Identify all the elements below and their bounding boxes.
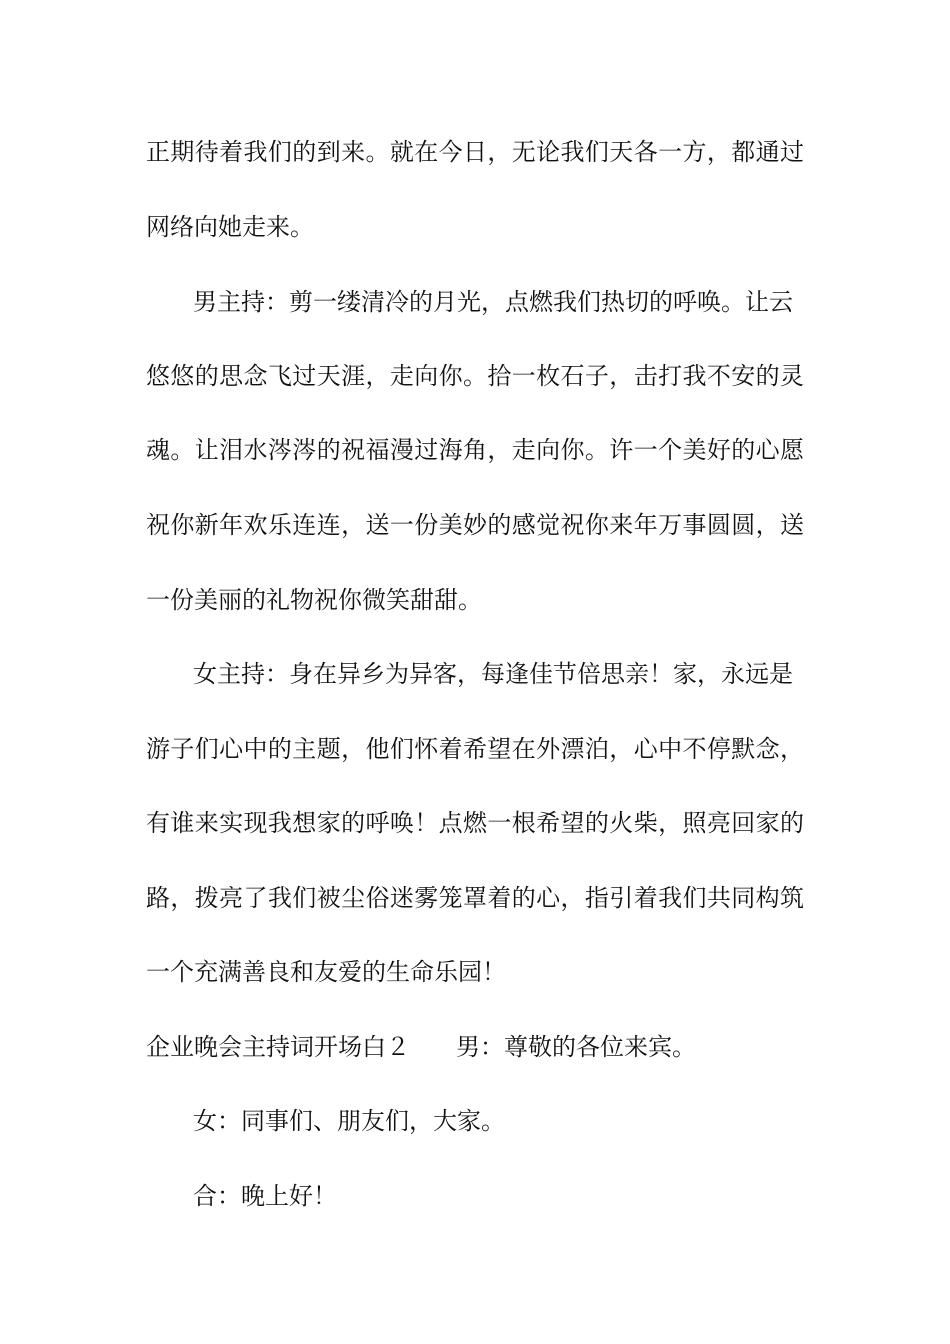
paragraph-line: 正期待着我们的到来。就在今日，无论我们天各一方，都通过 <box>146 138 804 166</box>
paragraph-line: 祝你新年欢乐连连，送一份美妙的感觉祝你来年万事圆圆，送 <box>146 511 804 539</box>
paragraph-line: 魂。让泪水涔涔的祝福漫过海角，走向你。许一个美好的心愿 <box>146 436 804 464</box>
section-heading-line <box>146 1032 696 1062</box>
paragraph-line: 一个充满善良和友爱的生命乐园！ <box>146 958 506 986</box>
paragraph-line: 游子们心中的主题，他们怀着希望在外漂泊，心中不停默念， <box>146 735 804 763</box>
paragraph-line: 男主持：剪一缕清冷的月光，点燃我们热切的呼唤。让云 <box>193 288 793 316</box>
paragraph-line: 网络向她走来。 <box>146 213 314 241</box>
paragraph-line: 悠悠的思念飞过天涯，走向你。拾一枚石子，击打我不安的灵 <box>146 362 804 390</box>
paragraph-line: 有谁来实现我想家的呼唤！点燃一根希望的火柴，照亮回家的 <box>146 809 804 837</box>
section-title: 企业晚会主持词开场白２ <box>146 1033 410 1061</box>
paragraph-line: 女主持：身在异乡为异客，每逢佳节倍思亲！家，永远是 <box>193 660 793 688</box>
paragraph-line: 合：晚上好！ <box>193 1182 337 1210</box>
section-first-line: 男：尊敬的各位来宾。 <box>456 1033 696 1061</box>
paragraph-line: 路，拨亮了我们被尘俗迷雾笼罩着的心，指引着我们共同构筑 <box>146 884 804 912</box>
paragraph-line: 女：同事们、朋友们，大家。 <box>193 1107 505 1135</box>
paragraph-line: 一份美丽的礼物祝你微笑甜甜。 <box>146 586 482 614</box>
